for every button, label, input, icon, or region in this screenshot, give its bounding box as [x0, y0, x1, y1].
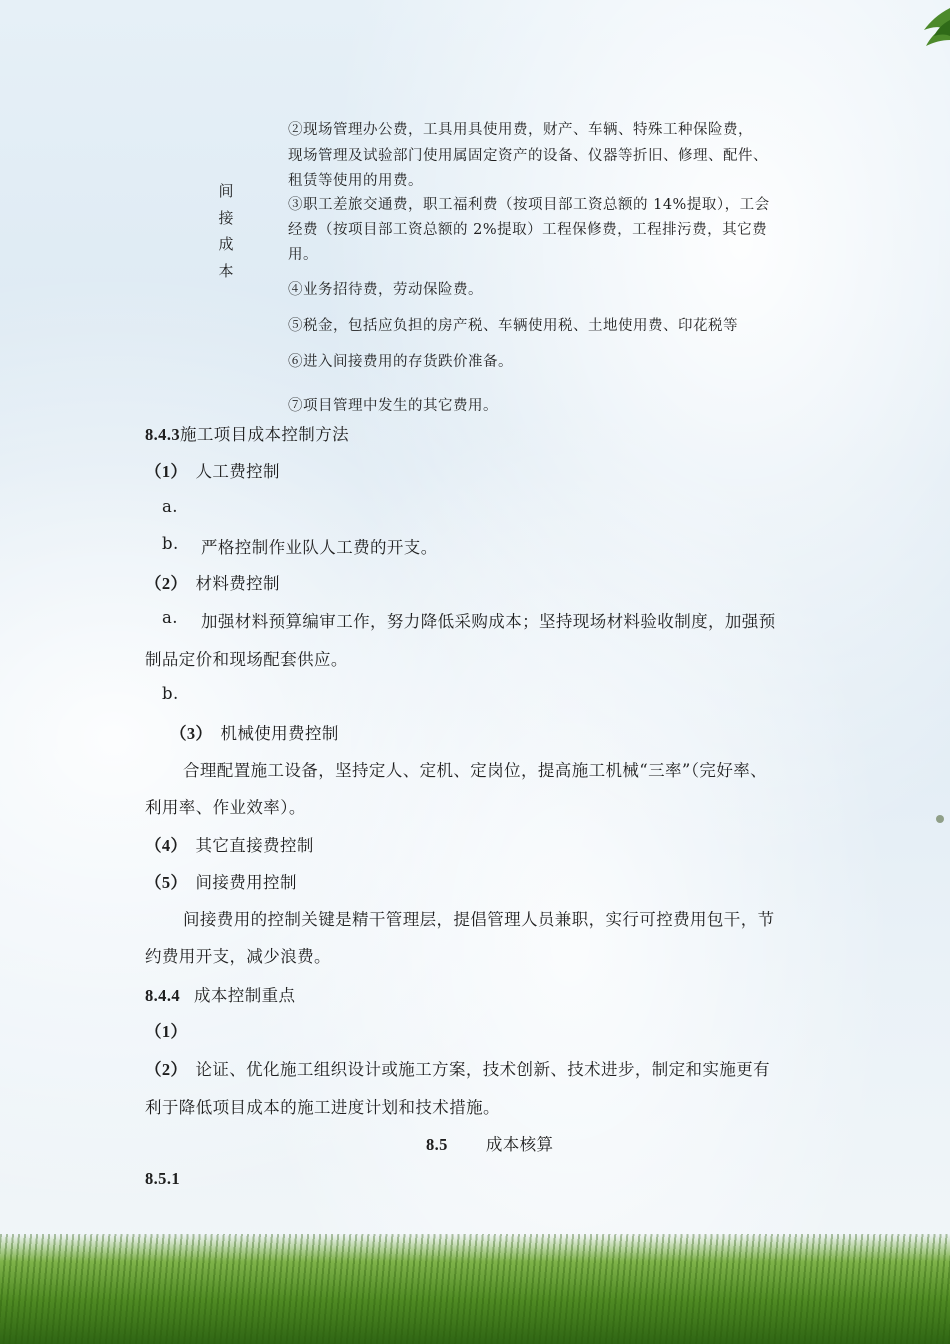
- item-2-b-marker: b.: [162, 684, 179, 703]
- grass-background: [0, 1234, 950, 1344]
- plant-decoration-icon: [890, 0, 950, 60]
- item-5-paragraph-continued: 约费用开支，减少浪费。: [145, 947, 331, 966]
- item-text: 论证、优化施工组织设计或施工方案，技术创新、技术进步，制定和实施更有: [195, 1060, 771, 1079]
- table-line: ⑤税金，包括应负担的房产税、车辆使用税、土地使用费、印花税等: [288, 318, 738, 334]
- item-3-paragraph-continued: 利用率、作业效率）。: [145, 798, 306, 817]
- focus-item-2: [145, 1056, 770, 1080]
- label-char: 成: [218, 235, 234, 253]
- item-label: 机械使用费控制: [220, 724, 339, 743]
- item-2-a-marker: a.: [162, 608, 178, 627]
- item-number: （3）: [170, 724, 213, 743]
- item-1-a: a.: [162, 497, 178, 516]
- item-4-heading: [145, 832, 314, 856]
- table-line: 租赁等使用的用费。: [288, 173, 423, 189]
- item-5-paragraph: 间接费用的控制关键是精干管理层，提倡管理人员兼职，实行可控费用包干，节: [183, 910, 775, 929]
- item-3-heading: [170, 720, 339, 744]
- section-title: 成本控制重点: [194, 986, 296, 1005]
- table-line: ⑥进入间接费用的存货跌价准备。: [288, 354, 513, 370]
- item-label: 其它直接费控制: [195, 836, 314, 855]
- item-label: 间接费用控制: [195, 873, 297, 892]
- item-5-heading: [145, 869, 297, 893]
- label-char: 间: [218, 182, 234, 200]
- label-char: 接: [218, 208, 234, 227]
- decorative-speck: [936, 815, 944, 823]
- table-line: 经费（按项目部工资总额的 2%提取）工程保修费，工程排污费，其它费: [288, 222, 768, 238]
- table-line: 现场管理及试验部门使用属固定资产的设备、仪器等折旧、修理、配件、: [288, 148, 768, 164]
- section-title: 施工项目成本控制方法: [180, 425, 349, 444]
- section-heading-8-4-4: [145, 982, 295, 1006]
- item-1-b-text: 严格控制作业队人工费的开支。: [201, 538, 438, 557]
- table-line: ②现场管理办公费，工具用具使用费，财产、车辆、特殊工种保险费，: [288, 122, 753, 138]
- table-line: ③职工差旅交通费，职工福利费（按项目部工资总额的 14%提取），工会: [288, 197, 770, 213]
- section-heading-8-5-1: 8.5.1: [145, 1169, 180, 1188]
- item-3-paragraph: 合理配置施工设备，坚持定人、定机、定岗位，提高施工机械“三率”（完好率、: [183, 761, 768, 780]
- item-number: （2）: [145, 1060, 188, 1079]
- item-number: （5）: [145, 873, 188, 892]
- focus-item-1: （1）: [145, 1022, 188, 1041]
- table-line: 用。: [288, 247, 318, 263]
- section-heading-8-4-3: [145, 421, 349, 445]
- item-number: （2）: [145, 574, 188, 593]
- section-number: 8.5: [426, 1135, 448, 1154]
- item-2-a-continued: 制品定价和现场配套供应。: [145, 650, 348, 669]
- item-label: 人工费控制: [195, 462, 280, 481]
- indirect-cost-label: [216, 178, 236, 284]
- item-2-heading: [145, 570, 280, 594]
- section-number: 8.4.4: [145, 986, 180, 1005]
- item-label: 材料费控制: [195, 574, 280, 593]
- section-title: 成本核算: [485, 1135, 554, 1154]
- item-number: （4）: [145, 836, 188, 855]
- label-char: 本: [218, 261, 234, 280]
- item-2-a-text: 加强材料预算编审工作，努力降低采购成本；坚持现场材料验收制度，加强预: [201, 612, 776, 631]
- table-line: ⑦项目管理中发生的其它费用。: [288, 398, 498, 414]
- chapter-heading-8-5: [426, 1131, 553, 1155]
- table-line: ④业务招待费，劳动保险费。: [288, 282, 483, 298]
- item-number: （1）: [145, 462, 188, 481]
- focus-item-2-continued: 利于降低项目成本的施工进度计划和技术措施。: [145, 1098, 500, 1117]
- section-number: 8.4.3: [145, 425, 180, 444]
- item-1-b-marker: b.: [162, 534, 179, 553]
- item-1-heading: [145, 458, 280, 482]
